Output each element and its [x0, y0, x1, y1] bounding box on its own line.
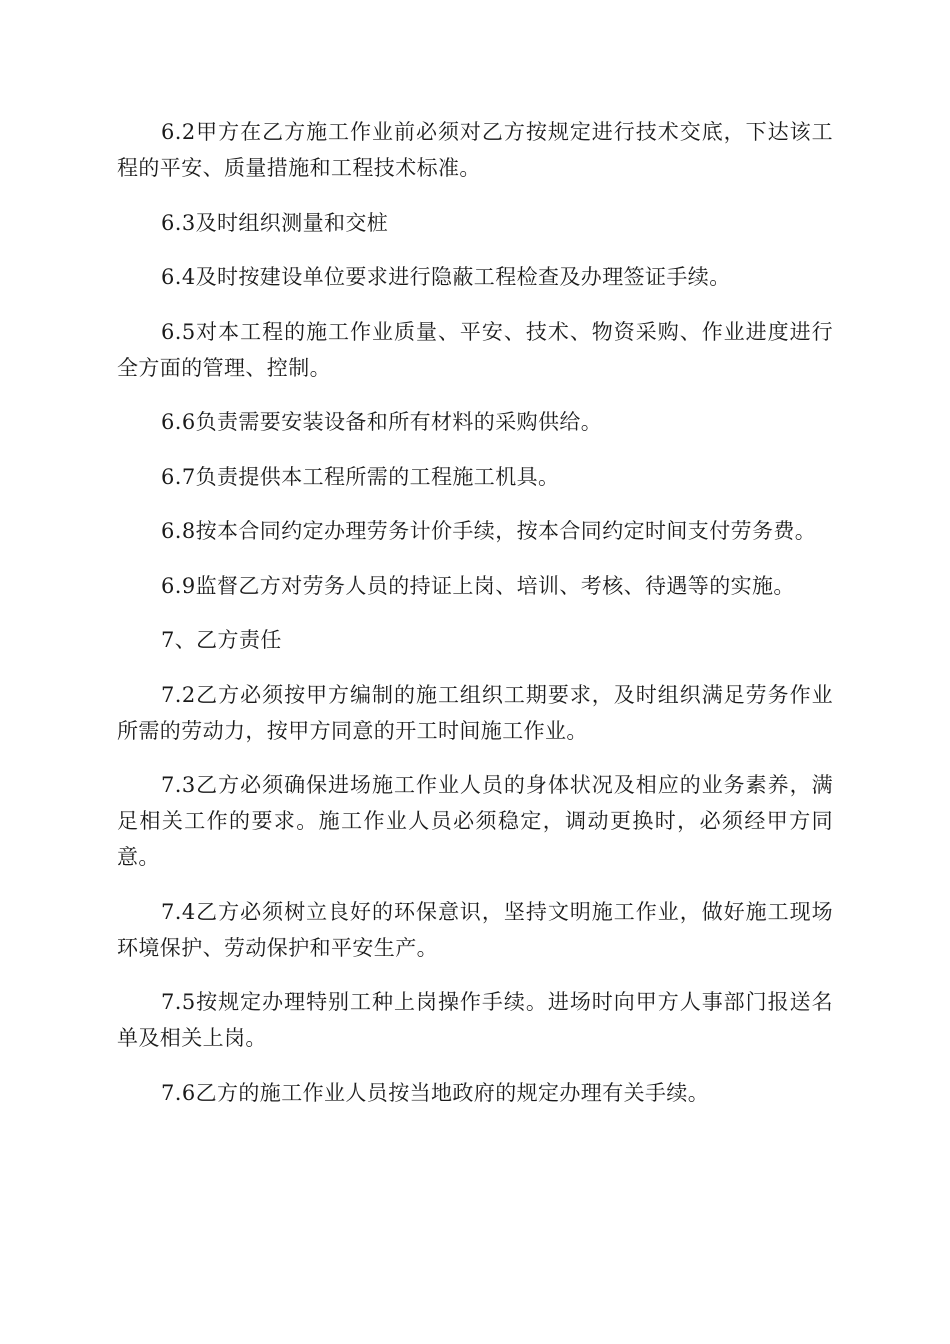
document-body — [117, 114, 833, 1129]
paragraph-6-6: 6.6负责需要安装设备和所有材料的采购供给。 — [161, 410, 603, 434]
paragraph-7-4: 7.4乙方必须树立良好的环保意识，坚持文明施工作业，做好施工现场环境保护、劳动保护和平安生产。 — [117, 899, 833, 960]
paragraph-6-2: 6.2甲方在乙方施工作业前必须对乙方按规定进行技术交底，下达该工程的平安、质量措施和工程技术标准。 — [117, 120, 833, 180]
paragraph-6-5: 6.5对本工程的施工作业质量、平安、技术、物资采购、作业进度进行全方面的管理、控制。 — [117, 319, 833, 380]
paragraph-6-3: 6.3及时组织测量和交桩 — [161, 210, 389, 235]
paragraph-7-3: 7.3乙方必须确保进场施工作业人员的身体状况及相应的业务素养，满足相关工作的要求。施工作业人员必须稳定，调动更换时，必须经甲方同意。 — [117, 773, 833, 869]
paragraph-7-2: 7.2乙方必须按甲方编制的施工组织工期要求，及时组织满足劳务作业所需的劳动力，按甲方同意的开工时间施工作业。 — [117, 682, 833, 743]
paragraph-7-6: 7.6乙方的施工作业人员按当地政府的规定办理有关手续。 — [161, 1080, 710, 1105]
paragraph-6-4: 6.4及时按建设单位要求进行隐蔽工程检查及办理签证手续。 — [161, 265, 731, 289]
paragraph-6-9: 6.9监督乙方对劳务人员的持证上岗、培训、考核、待遇等的实施。 — [161, 573, 795, 598]
paragraph-7-5: 7.5按规定办理特别工种上岗操作手续。进场时向甲方人事部门报送名单及相关上岗。 — [117, 990, 833, 1050]
paragraph-6-8: 6.8按本合同约定办理劳务计价手续，按本合同约定时间支付劳务费。 — [161, 519, 817, 543]
section-heading-7: 7、乙方责任 — [161, 628, 282, 652]
paragraph-6-7: 6.7负责提供本工程所需的工程施工机具。 — [161, 464, 560, 489]
